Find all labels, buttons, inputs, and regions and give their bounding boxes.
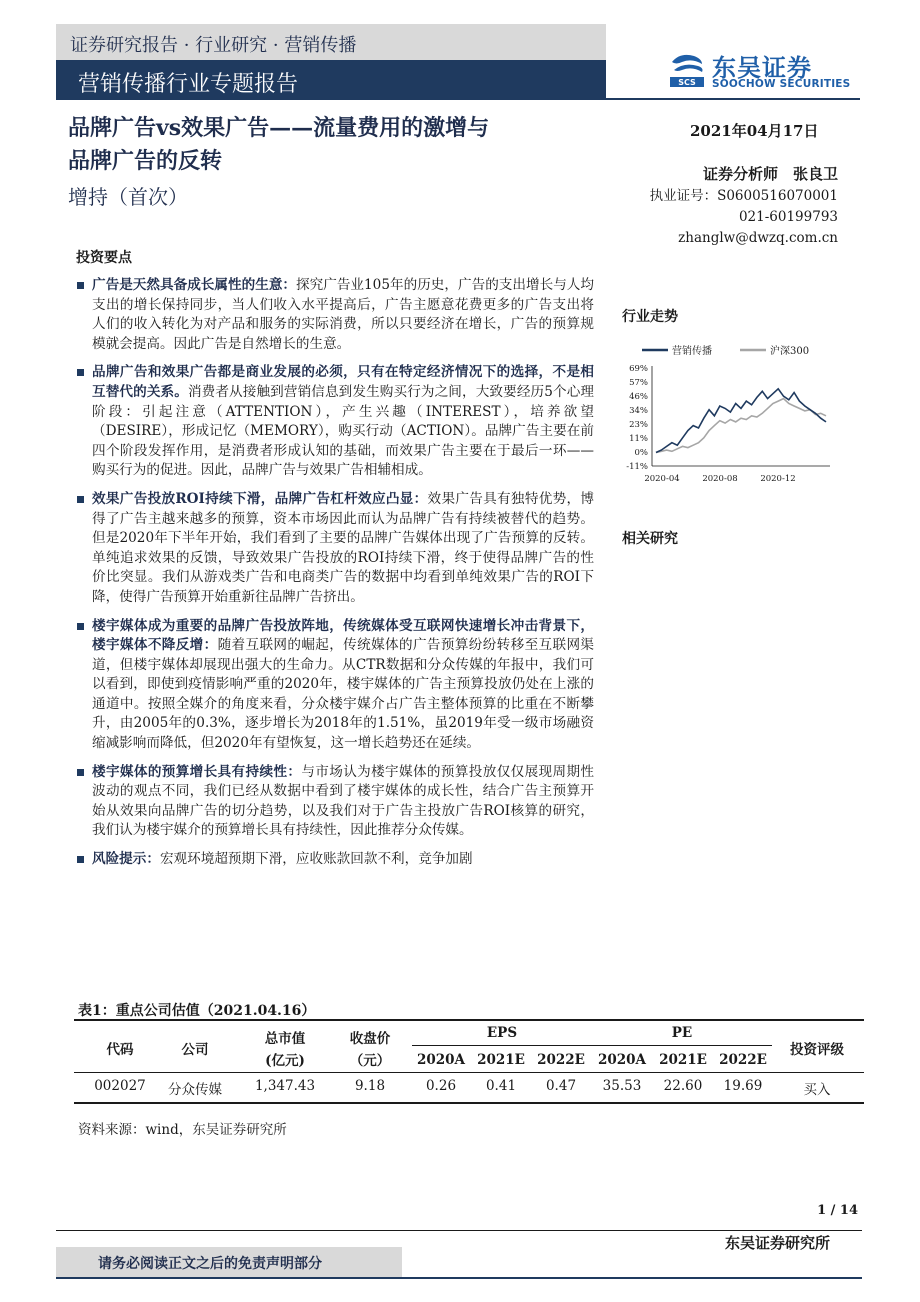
th-mktcap-unit: (亿元) bbox=[265, 1053, 305, 1069]
x-tick-label: 2020-04 bbox=[644, 474, 680, 484]
footer-disclaimer: 请务必阅读正文之后的免责声明部分 bbox=[98, 1256, 322, 1272]
analyst-phone: 021-60199793 bbox=[738, 209, 838, 225]
investment-point-text: 消费者从接触到营销信息到发生购买行为之间，大致要经历5个心理阶段：引起注意（ATTENTION），产生兴趣（INTEREST），培养欲望（DESIRE），形成记忆（MEMORY），购买行动（ACTION）。品牌广告主要在前四个阶段发挥作用，是消费者形成认知的基础，而效果广告主要在于最后一环——购买行为的促进。因此，品牌广告与效果广告相辅相成。 bbox=[92, 383, 594, 479]
th-year: 2020A bbox=[416, 1052, 466, 1068]
investment-point-text: 宏观环境超预期下滑，应收账款回款不利，竞争加剧 bbox=[159, 851, 473, 868]
legend-label: 营销传播 bbox=[672, 346, 712, 357]
th-year: 2021E bbox=[659, 1052, 707, 1068]
analyst-email[interactable]: zhanglw@dwzq.com.cn bbox=[678, 230, 838, 246]
y-tick-label: 11% bbox=[629, 434, 648, 444]
logo-name-en: SOOCHOW SECURITIES bbox=[712, 78, 851, 90]
header-report-type-band bbox=[56, 60, 606, 100]
y-tick-label: 46% bbox=[629, 392, 648, 402]
table-title: 表1：重点公司估值（2021.04.16） bbox=[78, 1003, 316, 1019]
investment-point-text: 随着互联网的崛起，传统媒体的广告预算纷纷转移至互联网渠道，但楼宇媒体却展现出强大的生命力。从CTR数据和分众传媒的年报中，我们可以看到，即使到疫情影响严重的2020年，楼宇媒体的广告主预算投放仍处在上涨的通道中。按照全媒介的角度来看，分众楼宇媒介占广告主整体预算的比重在不断攀升，由2005年的0.3%，逐步增长为2018年的1.51%，虽2019年受一级市场融资缩减影响而降低，但2020年有望恢复，这一增长趋势还在延续。 bbox=[92, 637, 595, 752]
td-close: 9.18 bbox=[354, 1078, 386, 1094]
table-header-rule bbox=[74, 1072, 864, 1073]
series-line bbox=[656, 389, 826, 453]
investment-point-text: 探究广告业105年的历史，广告的支出增长与人均支出的增长保持同步，当人们收入水平提高后，广告主愿意花费更多的广告支出将人们的收入转化为对产品和服务的实际消费，所以只要经济在增长，广告的预算规模就会提高。因此广告是自然增长的生意。 bbox=[92, 277, 595, 352]
investment-point-heading: 效果广告投放ROI持续下滑，品牌广告杠杆效应凸显： bbox=[92, 490, 428, 507]
investment-point-heading: 广告是天然具备成长属性的生意： bbox=[92, 277, 297, 293]
table-year-rule bbox=[412, 1045, 772, 1046]
table-source: 资料来源：wind，东吴证券研究所 bbox=[78, 1122, 287, 1138]
investment-point-text: 效果广告具有独特优势，博得了广告主越来越多的预算，资本市场因此而认为品牌广告有持续被替代的趋势。但是2020年下半年开始，我们看到了主要的品牌广告媒体出现了广告预算的反转。单纯追求效果的反馈，导致效果广告投放的ROI持续下滑，终于使得品牌广告的性价比突显。我们从游戏类广告和电商类广告的数据中均看到单纯效果广告的ROI下降，使得广告预算开始重新往品牌广告挤出。 bbox=[92, 490, 595, 605]
x-tick-label: 2020-08 bbox=[702, 474, 738, 484]
series-line bbox=[656, 399, 826, 453]
td-code: 002027 bbox=[94, 1078, 146, 1094]
td-mktcap: 1,347.43 bbox=[254, 1078, 316, 1094]
th-close: 收盘价 bbox=[349, 1031, 391, 1047]
investment-point bbox=[76, 276, 594, 354]
y-tick-label: -11% bbox=[626, 462, 648, 472]
section-investment-points: 投资要点 bbox=[76, 250, 132, 266]
investment-point bbox=[76, 850, 594, 870]
investment-point-text: 与市场认为楼宇媒体的预算投放仅仅展现周期性波动的观点不同，我们已经从数据中看到了楼宇媒体的成长性，结合广告主预算开始从效果向品牌广告的切分趋势，以及我们对于广告主投放广告ROI核算的研究，我们认为楼宇媒介的预算增长具有持续性，因此推荐分众传媒。 bbox=[92, 763, 595, 839]
td-pe-2022e: 19.69 bbox=[723, 1078, 763, 1094]
report-title-line2: 品牌广告的反转 bbox=[68, 148, 223, 174]
investment-point-heading: 楼宇媒体的预算增长具有持续性： bbox=[92, 763, 302, 780]
investment-point bbox=[76, 363, 594, 481]
header-breadcrumb-band bbox=[56, 24, 606, 60]
y-tick-label: 0% bbox=[634, 448, 648, 458]
investment-point bbox=[76, 490, 594, 608]
y-tick-label: 69% bbox=[629, 364, 648, 374]
header-divider bbox=[606, 98, 860, 100]
investment-point-heading: 品牌广告和效果广告都是商业发展的必须，只有在特定经济情况下的选择，不是相互替代的关系。 bbox=[92, 364, 594, 400]
investment-point-heading: 风险提示： bbox=[92, 851, 160, 868]
footer-divider bbox=[56, 1230, 862, 1231]
footer-disclaimer-band bbox=[56, 1247, 402, 1277]
scs-logo-icon bbox=[668, 50, 706, 90]
page-number: 1 / 14 bbox=[817, 1203, 858, 1218]
th-year: 2021E bbox=[477, 1052, 525, 1068]
report-title bbox=[68, 112, 608, 178]
x-tick-label: 2020-12 bbox=[760, 474, 796, 484]
th-year: 2022E bbox=[719, 1052, 767, 1068]
analyst-info bbox=[650, 162, 838, 249]
td-eps-2022e: 0.47 bbox=[545, 1078, 577, 1094]
investment-points-list bbox=[76, 276, 594, 879]
legend-label: 沪深300 bbox=[770, 346, 810, 357]
company-logo bbox=[668, 48, 858, 94]
investment-point-heading: 楼宇媒体成为重要的品牌广告投放阵地，传统媒体受互联网快速增长冲击背景下，楼宇媒体不降反增： bbox=[92, 617, 594, 654]
th-close-unit: （元） bbox=[349, 1053, 391, 1069]
th-company: 公司 bbox=[181, 1042, 209, 1058]
analyst-license: 执业证号：S0600516070001 bbox=[649, 188, 838, 204]
report-rating: 增持（首次） bbox=[68, 185, 188, 209]
report-title-line1: 品牌广告vs效果广告——流量费用的激增与 bbox=[68, 115, 490, 141]
investment-point bbox=[76, 763, 594, 841]
y-tick-label: 57% bbox=[629, 378, 648, 388]
th-eps: EPS bbox=[486, 1025, 518, 1041]
td-pe-2021e: 22.60 bbox=[663, 1078, 703, 1094]
th-year: 2022E bbox=[537, 1052, 585, 1068]
report-type: 营销传播行业专题报告 bbox=[78, 72, 299, 97]
header-breadcrumb: 证券研究报告 · 行业研究 · 营销传播 bbox=[70, 35, 357, 56]
th-code: 代码 bbox=[106, 1042, 134, 1058]
footer-org: 东吴证券研究所 bbox=[724, 1234, 830, 1252]
td-pe-2020a: 35.53 bbox=[602, 1078, 642, 1094]
table-top-rule bbox=[74, 1019, 864, 1021]
investment-point bbox=[76, 617, 594, 754]
th-pe: PE bbox=[671, 1025, 693, 1041]
report-date: 2021年04月17日 bbox=[690, 122, 819, 140]
th-rating: 投资评级 bbox=[790, 1042, 844, 1058]
td-eps-2021e: 0.41 bbox=[485, 1078, 517, 1094]
section-industry-trend: 行业走势 bbox=[622, 309, 678, 325]
td-company: 分众传媒 bbox=[168, 1082, 222, 1098]
th-year: 2020A bbox=[597, 1052, 647, 1068]
logo-mark-text: SCS bbox=[678, 78, 696, 87]
industry-trend-chart bbox=[620, 338, 842, 488]
section-related-research: 相关研究 bbox=[622, 531, 678, 547]
td-eps-2020a: 0.26 bbox=[425, 1078, 457, 1094]
footer-navy-rule bbox=[56, 1277, 862, 1279]
logo-name-cn: 东吴证券 bbox=[712, 54, 812, 82]
td-rating: 买入 bbox=[803, 1082, 831, 1098]
analyst-name: 证券分析师 张良卫 bbox=[702, 165, 838, 183]
trend-chart-svg bbox=[620, 338, 842, 488]
y-tick-label: 23% bbox=[629, 420, 648, 430]
y-tick-label: 34% bbox=[629, 406, 648, 416]
table-bottom-rule bbox=[74, 1102, 864, 1104]
th-mktcap: 总市值 bbox=[264, 1031, 306, 1047]
